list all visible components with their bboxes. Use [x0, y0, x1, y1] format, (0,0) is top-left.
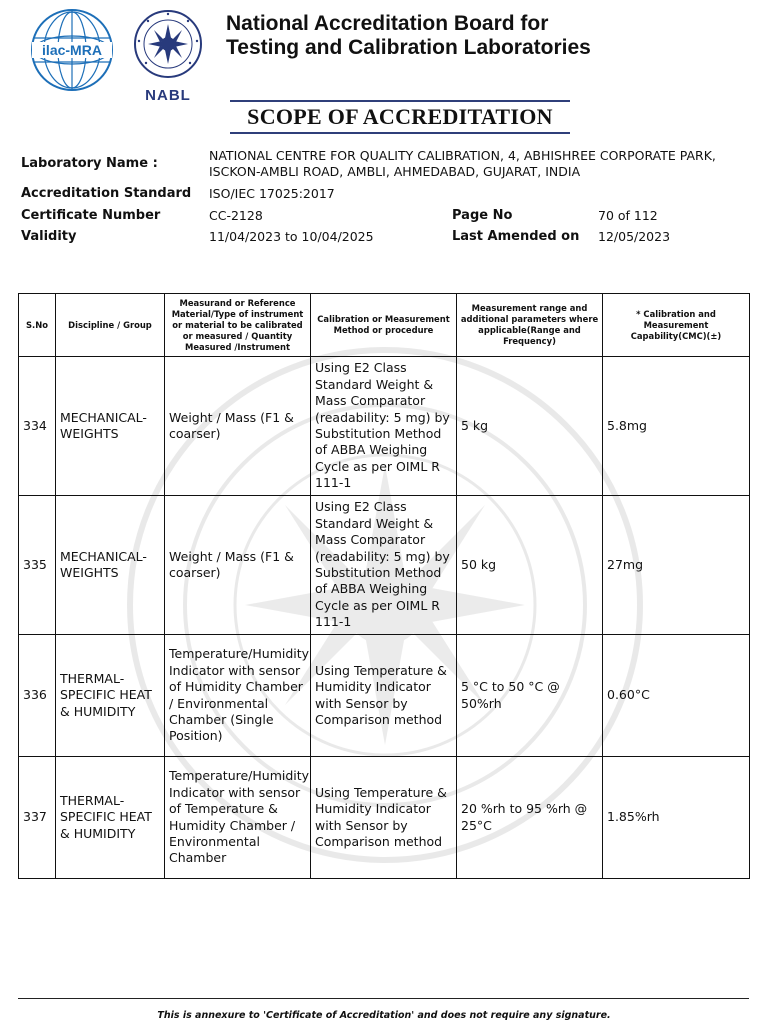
page-number-label: Page No [452, 208, 513, 223]
certificate-number-value: CC-2128 [209, 208, 263, 223]
accreditation-standard-value: ISO/IEC 17025:2017 [209, 186, 335, 201]
header-sno: S.No [19, 294, 56, 357]
table-row [19, 757, 750, 879]
cell-method: Using E2 Class Standard Weight & Mass Comparator (readability: 5 mg) by Substitution Method of ABBA Weighing Cycle as per OIML R 111-1 [311, 357, 457, 496]
table-row [19, 635, 750, 757]
cell-discipline: THERMAL- SPECIFIC HEAT & HUMIDITY [56, 635, 165, 757]
cell-discipline: THERMAL- SPECIFIC HEAT & HUMIDITY [56, 757, 165, 879]
cell-cmc: 1.85%rh [603, 757, 750, 879]
cell-discipline: MECHANICAL- WEIGHTS [56, 496, 165, 635]
page-title: SCOPE OF ACCREDITATION [247, 104, 553, 129]
cell-measurand: Temperature/Humidity Indicator with sensor of Temperature & Humidity Chamber / Environmental Chamber [165, 757, 311, 879]
board-name-line2: Testing and Calibration Laboratories [226, 36, 591, 59]
header-cmc: * Calibration and Measurement Capability(CMC)(±) [603, 294, 750, 357]
cell-method: Using E2 Class Standard Weight & Mass Comparator (readability: 5 mg) by Substitution Method of ABBA Weighing Cycle as per OIML R 111-1 [311, 496, 457, 635]
laboratory-name-value [209, 148, 716, 180]
cell-range: 50 kg [457, 496, 603, 635]
accreditation-standard-label: Accreditation Standard [21, 186, 192, 201]
validity-value: 11/04/2023 to 10/04/2025 [209, 229, 374, 244]
table-row [19, 496, 750, 635]
scope-table [18, 293, 750, 879]
cell-cmc: 0.60°C [603, 635, 750, 757]
nabl-logo [132, 8, 204, 104]
table-header-row [19, 294, 750, 357]
cell-range: 5 kg [457, 357, 603, 496]
header-method: Calibration or Measurement Method or procedure [311, 294, 457, 357]
title-rule-bottom [230, 132, 570, 134]
cell-sno: 334 [19, 357, 56, 496]
page-number-value: 70 of 112 [598, 208, 658, 223]
last-amended-value: 12/05/2023 [598, 229, 671, 244]
footer-note: This is annexure to 'Certificate of Accreditation' and does not require any signature. [157, 1010, 611, 1021]
scope-title-block [230, 98, 570, 134]
certificate-number-label: Certificate Number [21, 208, 161, 223]
cell-measurand: Temperature/Humidity Indicator with sensor of Humidity Chamber / Environmental Chamber (Single Position) [165, 635, 311, 757]
board-name-line1: National Accreditation Board for [226, 12, 549, 35]
cell-method: Using Temperature & Humidity Indicator with Sensor by Comparison method [311, 757, 457, 879]
cell-measurand: Weight / Mass (F1 & coarser) [165, 496, 311, 635]
validity-label: Validity [21, 229, 77, 244]
laboratory-name-line2: ISCKON-AMBLI ROAD, AMBLI, AHMEDABAD, GUJARAT, INDIA [209, 164, 581, 179]
cell-sno: 336 [19, 635, 56, 757]
cell-discipline: MECHANICAL- WEIGHTS [56, 357, 165, 496]
table-row [19, 357, 750, 496]
board-name [226, 12, 746, 60]
cell-range: 20 %rh to 95 %rh @ 25°C [457, 757, 603, 879]
header-range: Measurement range and additional parameters where applicable(Range and Frequency) [457, 294, 603, 357]
cell-range: 5 °C to 50 °C @ 50%rh [457, 635, 603, 757]
header-measurand: Measurand or Reference Material/Type of instrument or material to be calibrated or measured / Quantity Measured /Instrument [165, 294, 311, 357]
ilac-logo-text: ilac-MRA [42, 42, 102, 58]
cell-sno: 337 [19, 757, 56, 879]
cell-cmc: 5.8mg [603, 357, 750, 496]
nabl-logo-text: NABL [145, 87, 191, 104]
ilac-mra-logo [30, 8, 114, 92]
last-amended-label: Last Amended on [452, 229, 580, 244]
title-rule-top [230, 100, 570, 102]
header-discipline: Discipline / Group [56, 294, 165, 357]
cell-measurand: Weight / Mass (F1 & coarser) [165, 357, 311, 496]
laboratory-name-line1: NATIONAL CENTRE FOR QUALITY CALIBRATION, 4, ABHISHREE CORPORATE PARK, [209, 148, 716, 163]
cell-method: Using Temperature & Humidity Indicator with Sensor by Comparison method [311, 635, 457, 757]
footer-rule [18, 998, 749, 999]
laboratory-name-label: Laboratory Name : [21, 156, 158, 171]
cell-sno: 335 [19, 496, 56, 635]
cell-cmc: 27mg [603, 496, 750, 635]
